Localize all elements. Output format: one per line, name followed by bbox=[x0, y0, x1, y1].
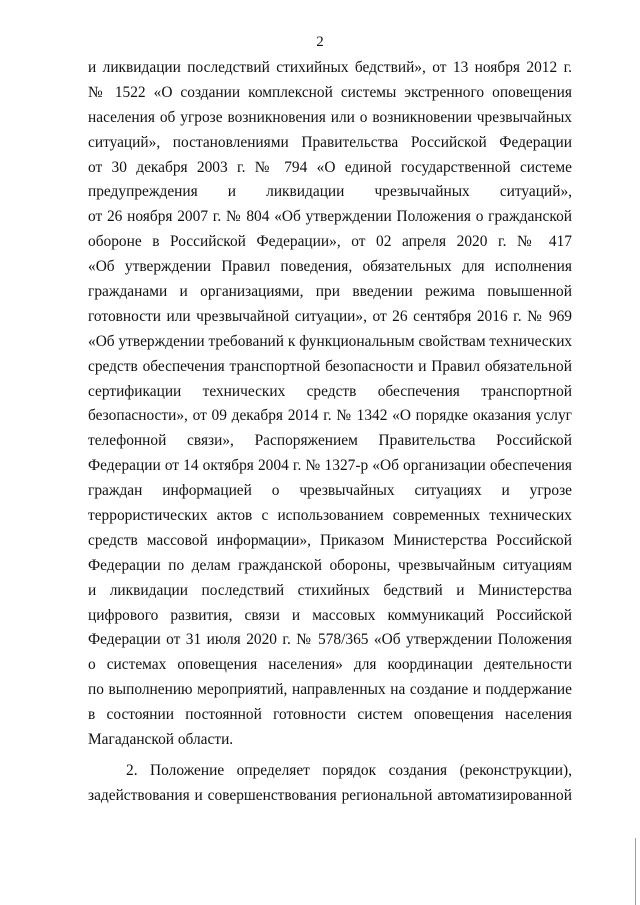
text-line: террористических актов с использованием современных технических bbox=[88, 507, 572, 525]
text-line: о системах оповещения населения» для координации деятельности bbox=[88, 656, 572, 674]
text-line: предупреждения и ликвидации чрезвычайных ситуаций», bbox=[88, 183, 572, 201]
text-line: Федерации от 31 июля 2020 г. № 578/365 «Об утверждении Положения bbox=[88, 631, 572, 649]
text-line: «Об утверждении Правил поведения, обязательных для исполнения bbox=[88, 258, 572, 276]
text-line: гражданами и организациями, при введении режима повышенной bbox=[88, 283, 572, 301]
text-line: телефонной связи», Распоряжением Правительства Российской bbox=[88, 432, 572, 450]
text-line: задействования и совершенствования региональной автоматизированной bbox=[88, 786, 572, 804]
page-number: 2 bbox=[316, 34, 324, 50]
text-line: от 26 ноября 2007 г. № 804 «Об утверждении Положения о гражданской bbox=[88, 208, 572, 226]
text-line: и ликвидации последствий стихийных бедствий», от 13 ноября 2012 г. bbox=[88, 59, 572, 76]
text-line: граждан информацией о чрезвычайных ситуациях и угрозе bbox=[88, 482, 572, 500]
text-line: 2. Положение определяет порядок создания (реконструкции), bbox=[126, 761, 572, 779]
text-line: средств обеспечения транспортной безопасности и Правил обязательной bbox=[88, 357, 572, 375]
text-line: безопасности», от 09 декабря 2014 г. № 1342 «О порядке оказания услуг bbox=[88, 407, 572, 425]
text-line: цифрового развития, связи и массовых коммуникаций Российской bbox=[88, 606, 572, 624]
text-line: сертификации технических средств обеспечения транспортной bbox=[88, 382, 572, 400]
text-line: № 1522 «О создании комплексной системы экстренного оповещения bbox=[88, 83, 572, 101]
text-line: Федерации от 14 октября 2004 г. № 1327-р «Об организации обеспечения bbox=[88, 457, 572, 475]
text-line: средств массовой информации», Приказом Министерства Российской bbox=[88, 531, 572, 549]
text-line: готовности или чрезвычайной ситуации», от 26 сентября 2016 г. № 969 bbox=[88, 307, 572, 325]
text-line: и ликвидации последствий стихийных бедствий и Министерства bbox=[88, 581, 572, 599]
text-line: Федерации по делам гражданской обороны, чрезвычайным ситуациям bbox=[88, 556, 572, 574]
text-line: обороне в Российской Федерации», от 02 апреля 2020 г. № 417 bbox=[88, 233, 572, 251]
text-line: от 30 декабря 2003 г. № 794 «О единой государственной системе bbox=[88, 158, 572, 176]
text-line: в состоянии постоянной готовности систем оповещения населения bbox=[88, 706, 572, 724]
paragraph-legal-basis bbox=[88, 56, 572, 753]
text-line: Магаданской области. bbox=[88, 731, 234, 749]
scan-edge-line bbox=[635, 838, 636, 905]
text-line: «Об утверждении требований к функциональным свойствам технических bbox=[88, 332, 573, 350]
text-line: по выполнению мероприятий, направленных на создание и поддержание bbox=[88, 681, 572, 699]
text-line: населения об угрозе возникновения или о возникновении чрезвычайных bbox=[88, 108, 572, 126]
paragraph-item-2 bbox=[88, 759, 572, 809]
text-line: ситуаций», постановлениями Правительства Российской Федерации bbox=[88, 133, 572, 151]
document-body bbox=[88, 56, 572, 809]
